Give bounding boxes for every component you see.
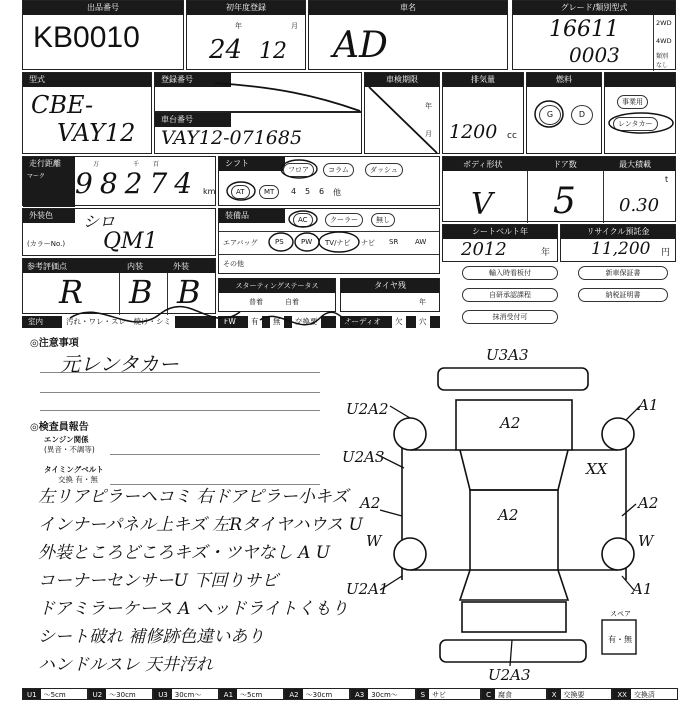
max-load-value: 0.30 [619, 195, 660, 216]
legend-desc: 交換済 [633, 691, 655, 699]
notes-line-3 [40, 410, 320, 411]
inspector-line: ドアミラーケース A ヘッドライトくもり [38, 599, 349, 619]
mark-front: U2A3 [488, 666, 531, 684]
mark-front-left: U2A1 [346, 580, 389, 598]
start-status-header: スターティングステータス [219, 279, 335, 293]
interior-header: 内装 [127, 262, 143, 271]
legend-desc: ～5cm [43, 691, 66, 699]
legend-desc: 交換要 [563, 691, 585, 699]
shift-dash[interactable]: ダッシュ [365, 163, 403, 177]
first-registration-header: 初年度登録 [187, 1, 305, 15]
gear-4[interactable]: 4 [291, 187, 297, 196]
grade-line-2: 0003 [569, 43, 620, 67]
legend-desc: ～30cm [305, 691, 333, 699]
audio-opt-1[interactable]: 欠 [392, 316, 406, 328]
mark-left-door: A2 [360, 494, 381, 512]
equip-circle-marks [219, 209, 441, 275]
doors-header: ドア数 [553, 160, 577, 169]
drive-4wd: 4WD [656, 37, 672, 45]
inspector-line: 外装ところどころキズ・ツヤなし A U [38, 543, 331, 563]
seatbelt-header: シートベルト年 [443, 225, 557, 239]
grade-box [512, 0, 676, 70]
color-header: 外装色 [23, 209, 75, 223]
registration-strikeout [155, 73, 363, 113]
equip-none[interactable]: 無し [371, 213, 395, 227]
start-item-2[interactable]: 自着 [285, 298, 299, 306]
notes-title: ◎注意事項 [30, 338, 79, 349]
gear-other[interactable]: 他 [333, 188, 341, 197]
legend-row [22, 688, 678, 700]
model-header: 型式 [23, 73, 151, 87]
legend-desc: ～30cm [109, 691, 136, 699]
chassis-value: VAY12-071685 [161, 127, 303, 149]
equipment-header: 装備品 [219, 209, 285, 223]
lot-code: KB0010 [33, 21, 140, 54]
displacement-value: 1200 [449, 121, 498, 143]
legend-code: X [548, 689, 561, 699]
equip-airbag[interactable]: エアバッグ [223, 239, 258, 247]
seatbelt-year: 2012 [461, 239, 507, 260]
legend-code: A2 [285, 689, 302, 699]
inspector-line: ハンドルスレ 天井汚れ [38, 655, 213, 675]
none-label: なし [656, 62, 669, 69]
mark-front-right: A1 [632, 580, 653, 598]
legend-desc: 腐食 [498, 691, 513, 699]
fw-label: FW [224, 317, 236, 326]
engine-line [110, 454, 320, 455]
engine-item: エンジン関係 [44, 435, 89, 444]
lot-number-header: 出品番号 [23, 1, 183, 15]
shift-column[interactable]: コラム [323, 163, 354, 177]
gear-mt[interactable]: MT [259, 185, 279, 199]
color-box [22, 208, 216, 256]
equip-navi[interactable]: ナビ [361, 239, 375, 247]
shift-floor[interactable]: フロア [283, 163, 314, 177]
color-name: シロ [83, 212, 116, 231]
body-divider-1 [527, 171, 528, 223]
legend-code: U2 [89, 689, 107, 699]
exterior-grade: B [177, 273, 201, 311]
seatbelt-year-unit: 年 [541, 248, 551, 258]
btn-tax-cert[interactable]: 納税証明書 [578, 288, 668, 302]
year-label: 年 [235, 22, 242, 30]
timing-sub: 交換 有・無 [58, 475, 98, 484]
legend-item [284, 688, 350, 700]
tire-header: タイヤ残 [341, 279, 439, 293]
fuel-option-d[interactable]: D [571, 105, 593, 125]
gear-at[interactable]: AT [231, 185, 250, 199]
usage-circle-mark [607, 111, 675, 135]
chassis-box [154, 112, 362, 154]
color-code: QM1 [103, 229, 158, 254]
btn-approval[interactable]: 自研承認課程 [462, 288, 558, 302]
drive-column [653, 15, 678, 71]
legend-code: A1 [220, 689, 237, 699]
recycle-yen: 円 [661, 248, 671, 258]
usage-rental[interactable]: レンタカー [613, 117, 658, 131]
recycle-box [560, 224, 676, 262]
engine-sub: (異音・不調等) [44, 445, 95, 454]
equip-other: その他 [223, 260, 244, 268]
legend-item [22, 688, 88, 700]
legend-item [153, 688, 219, 700]
legend-item [88, 688, 154, 700]
body-type-value: V [471, 187, 493, 222]
classify-label: 類別 [656, 53, 669, 60]
audio-opt-2[interactable]: 穴 [416, 316, 430, 328]
fw-opt-1[interactable]: 有 [248, 316, 262, 328]
spare-label: スペア [610, 610, 631, 618]
mileage-sen: 千 [133, 161, 140, 168]
color-code-label: (カラーNo.) [27, 240, 66, 248]
mark-left-quarter: U2A3 [342, 448, 385, 466]
equip-ps[interactable]: PS [275, 238, 284, 246]
inspector-line: コーナーセンサーU 下回りサビ [38, 571, 279, 591]
mileage-value: 98274 [75, 167, 200, 200]
model-line-2: VAY12 [57, 119, 136, 147]
fuel-option-g[interactable]: G [539, 105, 561, 125]
body-type-header: ボディ形状 [463, 160, 503, 169]
recycle-value: 11,200 [591, 239, 651, 259]
fuel-box [526, 72, 602, 154]
legend-item [219, 688, 285, 700]
mark-rear: U3A3 [486, 346, 529, 364]
spare-value: 有・無 [608, 635, 632, 644]
car-name-header: 車名 [309, 1, 507, 15]
exterior-header: 外装 [173, 262, 189, 271]
first-registration-box [186, 0, 306, 70]
fw-opt-3[interactable]: 交換要 [292, 316, 321, 328]
legend-bar [22, 688, 678, 700]
equip-cooler[interactable]: クーラー [325, 213, 363, 227]
first-reg-year: 24 [209, 35, 243, 65]
fuel-circle-mark [533, 99, 565, 129]
model-box [22, 72, 152, 154]
notes-line-2 [40, 392, 320, 393]
legend-item [481, 688, 547, 700]
legend-code: U3 [154, 689, 172, 699]
drive-2wd: 2WD [656, 19, 672, 27]
timing-item: タイミングベルト [44, 465, 104, 474]
evaluation-header: 参考評価点 [27, 262, 67, 271]
equip-pw[interactable]: PW [301, 238, 313, 246]
doors-value: 5 [553, 181, 576, 222]
mileage-hyaku: 百 [153, 161, 160, 168]
interior-strip-label: 室内 [28, 317, 43, 326]
mileage-man: 万 [93, 161, 100, 168]
mark-right-front-w: W [638, 532, 654, 550]
legend-desc: 30cm～ [174, 691, 202, 699]
legend-item [350, 688, 416, 700]
inspection-year-label: 年 [425, 102, 432, 110]
inspection-strikeout [365, 73, 441, 155]
legend-item [612, 688, 678, 700]
interior-grade: B [129, 273, 153, 311]
legend-code: A3 [351, 689, 368, 699]
usage-box [604, 72, 676, 154]
audio-label: オーディオ [344, 317, 381, 326]
inspector-title: ◎検査員報告 [30, 422, 89, 433]
inspector-line: シート破れ 補修跡色違いあり [38, 627, 265, 647]
body-box [442, 156, 676, 222]
ton-label: t [665, 175, 669, 184]
mark-rear-left: U2A2 [346, 400, 389, 418]
shift-header: シフト [219, 157, 285, 171]
equip-ac[interactable]: AC [293, 213, 313, 227]
body-divider-2 [603, 171, 604, 223]
legend-code: XX [613, 689, 631, 699]
usage-business[interactable]: 事業用 [617, 95, 648, 109]
mileage-mark: マーク [27, 173, 46, 180]
scribble-marks [60, 298, 420, 346]
tire-year: 年 [419, 298, 426, 306]
fuel-header: 燃料 [527, 73, 601, 87]
lot-number-box [22, 0, 184, 70]
mark-roof-rear: A2 [500, 414, 521, 432]
displacement-box [442, 72, 524, 154]
equip-aw[interactable]: AW [415, 238, 427, 246]
grade-line-1: 16611 [549, 17, 619, 42]
chassis-header: 車台番号 [155, 113, 231, 127]
legend-desc: ～5cm [240, 691, 263, 699]
equip-sr[interactable]: SR [389, 238, 399, 246]
legend-code: C [482, 689, 495, 699]
legend-desc: サビ [432, 691, 447, 699]
car-name-value: AD [333, 25, 388, 66]
inspector-line: インナーパネル上キズ 左Rタイヤハウス U [38, 515, 363, 535]
displacement-header: 排気量 [443, 73, 523, 87]
legend-code: S [417, 689, 429, 699]
car-damage-diagram [340, 340, 680, 685]
mark-rear-right: A1 [638, 396, 659, 414]
legend-desc: 30cm～ [371, 691, 398, 699]
legend-item [416, 688, 482, 700]
legend-item [547, 688, 613, 700]
note-value: 元レンタカー [60, 352, 179, 376]
btn-warranty[interactable]: 新車保証書 [578, 266, 668, 280]
model-line-1: CBE- [31, 91, 94, 119]
grade-header: グレード/類別型式 [513, 1, 675, 15]
mileage-header: 走行距離 [23, 157, 75, 207]
first-reg-month: 12 [259, 39, 287, 64]
interior-strip-items: 汚れ・ワレ・スレ・焼け・シミ [62, 316, 175, 328]
inspector-line: 左リアピラーヘコミ 右ドアピラー小キズ [38, 487, 349, 507]
mark-left-front-w: W [366, 532, 382, 550]
km-label: km [203, 187, 216, 196]
inspection-box [364, 72, 440, 154]
equip-tv[interactable]: TV/ナビ [325, 239, 351, 247]
fw-opt-2[interactable]: 無 [270, 316, 284, 328]
cc-label: cc [507, 131, 517, 141]
legend-code: U1 [23, 689, 41, 699]
start-item-1[interactable]: 普着 [249, 298, 263, 306]
inspection-month-label: 月 [425, 130, 432, 138]
inspection-header: 車検期限 [365, 73, 439, 87]
car-name-box [308, 0, 508, 70]
evaluation-score: R [59, 273, 84, 311]
equipment-box [218, 208, 440, 274]
registration-header: 登録番号 [155, 73, 231, 87]
month-label: 月 [291, 22, 298, 30]
max-load-header: 最大積載 [619, 160, 651, 169]
gear-5[interactable]: 5 [305, 187, 311, 196]
mileage-box [22, 156, 216, 206]
mark-roof: A2 [498, 506, 519, 524]
inspector-lines [38, 482, 363, 678]
mark-right-door: A2 [638, 494, 659, 512]
usage-header [605, 73, 675, 87]
shift-box [218, 156, 440, 206]
registration-box [154, 72, 362, 112]
seatbelt-box [442, 224, 558, 262]
mark-right-rear-door: XX [586, 460, 608, 478]
gear-6[interactable]: 6 [319, 187, 325, 196]
btn-cancel-accept[interactable]: 抹消受付可 [462, 310, 558, 324]
shift-circle-marks [219, 157, 441, 207]
btn-import-sign[interactable]: 輸入時看板付 [462, 266, 558, 280]
recycle-header: リサイクル預託金 [561, 225, 675, 239]
